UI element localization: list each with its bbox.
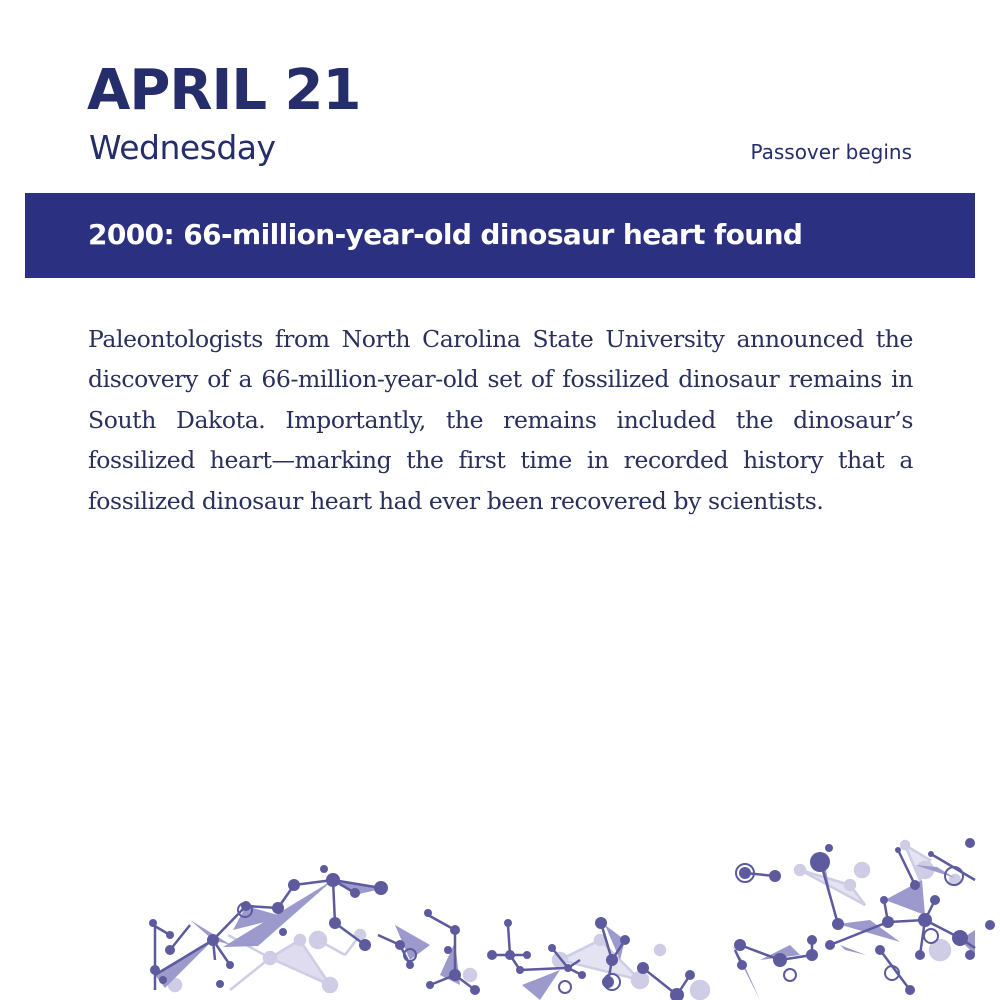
event-description: Paleontologists from North Carolina State University announced the discovery of a 66-million-year-old set of fossilized dinosaur remains in South Dakota. Importantly, the remains included the dinosaur’s fossilized heart—marking the first time in recorded history that a fossilized dinosaur heart had ever been recovered by scientists. xyxy=(88,324,913,515)
event-banner xyxy=(25,193,975,278)
event-title: 2000: 66-million-year-old dinosaur heart found xyxy=(88,218,803,251)
weekday-label: Wednesday xyxy=(89,128,276,167)
holiday-note: Passover begins xyxy=(750,140,912,164)
molecule-network-icon xyxy=(0,820,1000,1000)
date-title: APRIL 21 xyxy=(87,58,361,123)
